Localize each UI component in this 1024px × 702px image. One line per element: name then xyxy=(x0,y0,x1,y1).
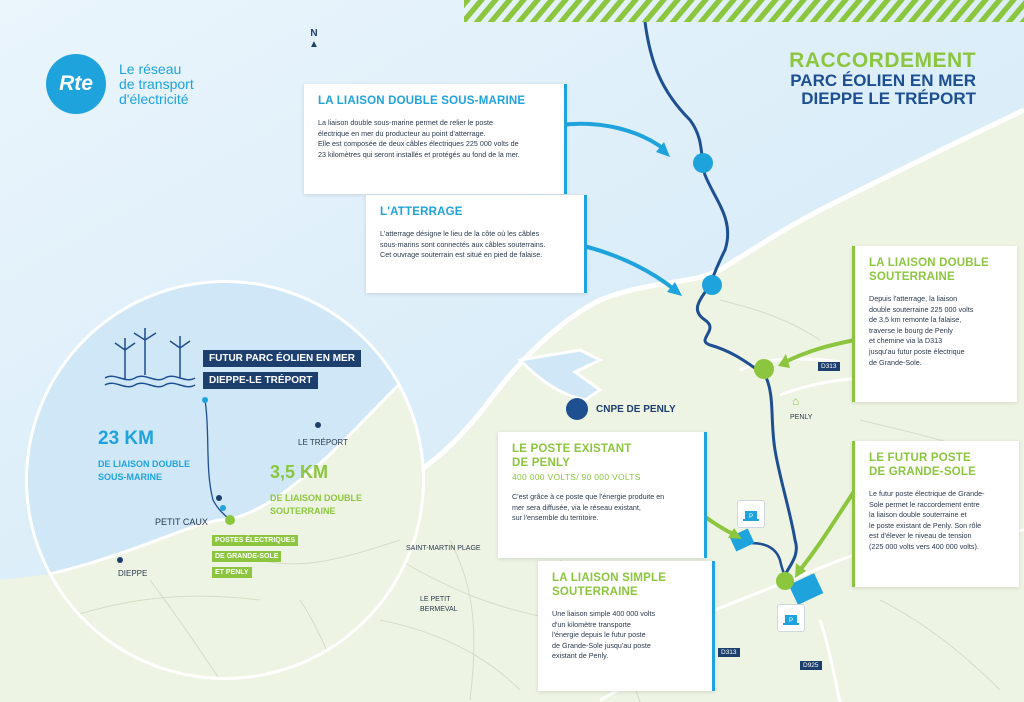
body-line: la liaison double souterraine et xyxy=(869,510,967,520)
substation-penly-icon xyxy=(737,500,765,528)
body-line: d'un kilomètre transporte xyxy=(552,619,631,629)
tagline-line-2: de transport xyxy=(119,75,194,92)
house-icon: ⌂ xyxy=(792,394,800,408)
body-line: C'est grâce à ce poste que l'énergie produite en xyxy=(512,492,665,501)
label-line: LE PETIT xyxy=(420,596,451,603)
body-line: traverse le bourg de Penly xyxy=(869,325,953,335)
rte-logo xyxy=(46,54,194,114)
card-title xyxy=(512,442,694,470)
body-line: sur l'ensemble du territoire. xyxy=(512,513,599,523)
card-double-souterraine xyxy=(852,246,1017,402)
underground-point xyxy=(754,359,774,379)
inset-le-treport: LE TRÉPORT xyxy=(298,438,348,447)
title-line: LA LIAISON DOUBLE xyxy=(869,257,989,269)
body-line: jusqu'au futur poste électrique xyxy=(869,346,965,356)
inset-parc-line-1: FUTUR PARC ÉOLIEN EN MER xyxy=(203,350,361,367)
title-line: LE FUTUR POSTE xyxy=(869,452,971,464)
card-double-sous-marine xyxy=(304,84,567,194)
title-line: DE PENLY xyxy=(512,457,571,469)
body-line: Depuis l'atterrage, la liaison xyxy=(869,294,958,303)
petit-bermeval-label xyxy=(420,595,458,615)
body-line: existant de Penly. xyxy=(552,651,609,661)
body-line: Une liaison simple 400 000 volts xyxy=(552,609,656,618)
card-body xyxy=(869,294,1007,368)
body-line: 23 kilomètres qui seront installés et protégés au fond de la mer. xyxy=(318,149,520,159)
title-line-3: DIEPPE LE TRÉPORT xyxy=(801,89,976,108)
saint-martin-label: SAINT-MARTIN PLAGE xyxy=(406,545,481,552)
road-d313-south: D313 xyxy=(718,648,740,657)
card-poste-existant xyxy=(498,432,707,558)
nuclear-plant-icon xyxy=(566,398,588,420)
rte-logo-mark: Rte xyxy=(46,54,106,114)
card-title: L'ATTERRAGE xyxy=(380,206,463,218)
inset-parc-line-2: DIEPPE-LE TRÉPORT xyxy=(203,372,318,389)
inset-23km: 23 KM xyxy=(98,428,154,449)
card-body xyxy=(869,489,1009,553)
title-line-1: RACCORDEMENT xyxy=(789,49,976,72)
atterrage-point xyxy=(702,275,722,295)
road-d925: D925 xyxy=(800,661,822,670)
grande-sole-point xyxy=(776,572,794,590)
body-line: La liaison double sous-marine permet de relier le poste xyxy=(318,118,493,127)
label-line: SOUS-MARINE xyxy=(98,472,163,482)
inset-dieppe: DIEPPE xyxy=(118,569,148,578)
inset-postes-line-1: POSTES ÉLECTRIQUES xyxy=(212,535,298,546)
cnpe-label: CNPE DE PENLY xyxy=(596,404,676,415)
card-body xyxy=(318,118,554,160)
body-line: est d'élever le niveau de tension xyxy=(869,531,972,541)
card-body xyxy=(512,492,694,524)
title-line: SOUTERRAINE xyxy=(869,271,955,283)
title-line-2: PARC ÉOLIEN EN MER xyxy=(790,71,976,90)
inset-petit-caux: PETIT CAUX xyxy=(155,517,208,527)
body-line: sous-marins sont connectés aux câbles souterrains. xyxy=(380,239,546,249)
body-line: et chemine via la D313 xyxy=(869,336,943,346)
card-title: LA LIAISON DOUBLE SOUS-MARINE xyxy=(318,95,526,107)
label-line: DE LIAISON DOUBLE xyxy=(98,459,191,469)
card-title xyxy=(552,571,702,599)
card-body xyxy=(380,229,574,261)
penly-label: PENLY xyxy=(790,414,813,421)
header-hatch xyxy=(464,0,1024,22)
title-line: LE POSTE EXISTANT xyxy=(512,443,632,455)
body-line: l'énergie depuis le futur poste xyxy=(552,630,646,640)
inset-postes-line-2: DE GRANDE-SOLE xyxy=(212,551,281,562)
body-line: de Grande-Sole. xyxy=(869,357,922,367)
body-line: Cet ouvrage souterrain est situé en pied de falaise. xyxy=(380,250,543,260)
body-line: le poste existant de Penly. Son rôle xyxy=(869,520,982,530)
body-line: Sole permet le raccordement entre xyxy=(869,499,980,509)
road-d313-north: D313 xyxy=(818,362,840,371)
body-line: de 3,5 km remonte la falaise, xyxy=(869,315,962,325)
card-atterrage xyxy=(366,195,587,293)
north-indicator xyxy=(307,28,321,50)
north-label: N xyxy=(310,28,318,39)
substation-grande-sole-icon xyxy=(777,604,805,632)
inset-postes-line-3: ET PENLY xyxy=(212,567,252,578)
card-simple-souterraine xyxy=(538,561,715,691)
svg-text:P: P xyxy=(788,618,794,624)
body-line: double souterraine 225 000 volts xyxy=(869,304,974,314)
title-line: SOUTERRAINE xyxy=(552,586,638,598)
rte-tagline xyxy=(119,62,194,107)
body-line: mer sera diffusée, via le réseau existant, xyxy=(512,502,641,512)
page-title xyxy=(789,50,976,108)
title-line: LA LIAISON SIMPLE xyxy=(552,572,667,584)
body-line: de Grande-Sole jusqu'au poste xyxy=(552,640,651,650)
sea-cable-point xyxy=(693,153,713,173)
body-line: Elle est composée de deux câbles électriques 225 000 volts de xyxy=(318,139,519,149)
label-line: SOUTERRAINE xyxy=(270,506,336,516)
label-line: BERMEVAL xyxy=(420,606,458,613)
inset-35km-sub xyxy=(270,492,362,518)
north-arrow-icon: ▲ xyxy=(309,39,319,50)
tagline-line-3: d'électricité xyxy=(119,90,189,107)
card-body xyxy=(552,609,702,662)
inset-23km-sub xyxy=(98,458,190,484)
body-line: Le futur poste électrique de Grande- xyxy=(869,489,985,498)
card-subtitle: 400 000 VOLTS/ 90 000 VOLTS xyxy=(512,472,641,482)
body-line: électrique en mer du producteur au point d'atterrage. xyxy=(318,128,486,138)
body-line: (225 000 volts vers 400 000 volts). xyxy=(869,541,979,551)
svg-text:P: P xyxy=(748,514,754,520)
body-line: L'atterrage désigne le lieu de la côte où les câbles xyxy=(380,229,540,238)
card-futur-poste xyxy=(852,441,1019,587)
title-line: DE GRANDE-SOLE xyxy=(869,466,976,478)
tagline-line-1: Le réseau xyxy=(119,60,182,77)
card-title xyxy=(869,256,1007,284)
inset-35km: 3,5 KM xyxy=(270,462,329,482)
label-line: DE LIAISON DOUBLE xyxy=(270,493,363,503)
card-title xyxy=(869,451,1009,479)
